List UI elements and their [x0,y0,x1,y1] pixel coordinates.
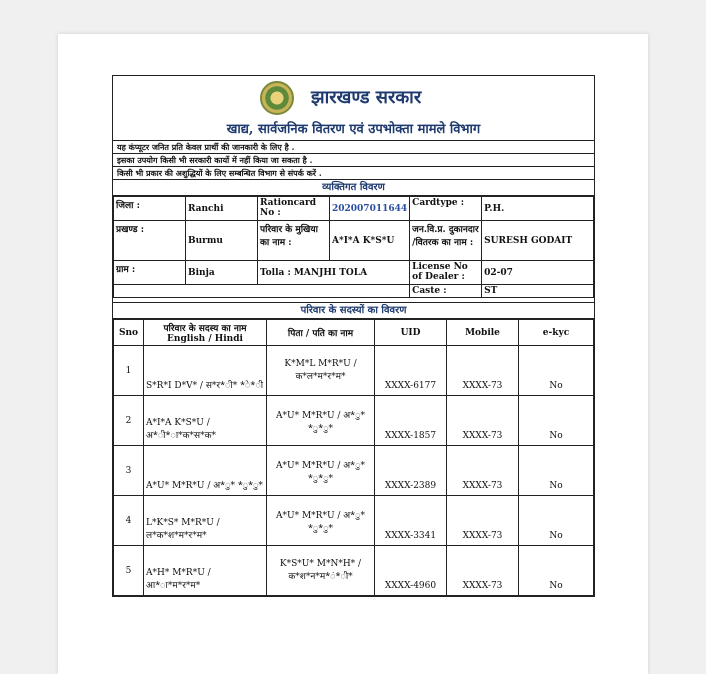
table-row [114,546,594,596]
member-ekyc: No [519,546,594,596]
dealer-name-label: जन.वि.प्र. दुकानदार /वितरक का नाम : [410,221,482,261]
member-mobile: XXXX-73 [447,396,519,446]
member-mobile: XXXX-73 [447,546,519,596]
empty-cell [114,285,410,298]
tolla-value: Tolla : MANJHI TOLA [258,261,410,285]
license-label: License No of Dealer : [410,261,482,285]
father-name: K*M*L M*R*U / क*ल*म*र*म* [267,346,375,396]
rationcard-label: Rationcard No : [258,197,330,221]
disclaimer-note: इसका उपयोग किसी भी सरकारी कार्यो में नहीं किया जा सकता है . [113,154,594,167]
caste-label: Caste : [410,285,482,298]
father-name: A*U* M*R*U / अ*ु* *ु*ु* [267,496,375,546]
district-value: Ranchi [186,197,258,221]
village-label: ग्राम : [114,261,186,285]
jharkhand-emblem-icon [260,81,294,115]
member-sno: 5 [114,546,144,596]
document-header [113,76,594,141]
column-header-father-name: पिता / पति का नाम [267,320,375,346]
ration-card-document [112,75,595,597]
license-value: 02-07 [482,261,594,285]
member-uid: XXXX-3341 [375,496,447,546]
block-value: Burmu [186,221,258,261]
father-name: A*U* M*R*U / अ*ु* *ु*ु* [267,396,375,446]
father-name: K*S*U* M*N*H* / क*श*न*म*ं*ी* [267,546,375,596]
member-ekyc: No [519,496,594,546]
member-sno: 3 [114,446,144,496]
column-header-uid: UID [375,320,447,346]
member-ekyc: No [519,396,594,446]
table-row [114,446,594,496]
personal-details-title: व्यक्तिगत विवरण [113,180,594,196]
member-mobile: XXXX-73 [447,446,519,496]
father-name: A*U* M*R*U / अ*ु* *ु*ु* [267,446,375,496]
personal-details-table [113,196,594,298]
caste-value: ST [482,285,594,298]
village-value: Binja [186,261,258,285]
column-header-sno: Sno [114,320,144,346]
member-uid: XXXX-4960 [375,546,447,596]
district-label: जिला : [114,197,186,221]
column-header-member-name: परिवार के सदस्य का नाम English / Hindi [144,320,267,346]
cardtype-label: Cardtype : [410,197,482,221]
block-label: प्रखण्ड : [114,221,186,261]
table-row [114,396,594,446]
rationcard-number: 202007011644 [330,197,410,221]
member-name: A*H* M*R*U / आ*ा*म*र*म* [144,546,267,596]
table-row [114,346,594,396]
table-row [114,496,594,546]
member-mobile: XXXX-73 [447,346,519,396]
family-head-value: A*I*A K*S*U [330,221,410,261]
member-name: L*K*S* M*R*U / ल*क*श*म*र*म* [144,496,267,546]
family-details-title: परिवार के सदस्यों का विवरण [113,302,594,319]
member-sno: 2 [114,396,144,446]
member-uid: XXXX-2389 [375,446,447,496]
member-ekyc: No [519,446,594,496]
government-name: झारखण्ड सरकार [311,87,422,108]
column-header-ekyc: e-kyc [519,320,594,346]
member-name: A*U* M*R*U / अ*ु* *ु*ु* [144,446,267,496]
member-sno: 1 [114,346,144,396]
dealer-name-value: SURESH GODAIT [482,221,594,261]
disclaimer-note: किसी भी प्रकार की अशुद्धियों के लिए सम्बन्धित विभाग से संपर्क करें . [113,167,594,180]
cardtype-value: P.H. [482,197,594,221]
column-header-mobile: Mobile [447,320,519,346]
member-uid: XXXX-6177 [375,346,447,396]
member-sno: 4 [114,496,144,546]
disclaimer-note: यह कंप्यूटर जनित प्रति केवल प्रार्थी की जानकारी के लिए है . [113,141,594,154]
member-ekyc: No [519,346,594,396]
family-head-label: परिवार के मुखिया का नाम : [258,221,330,261]
member-uid: XXXX-1857 [375,396,447,446]
family-members-table [113,319,594,596]
department-name: खाद्य, सार्वजनिक वितरण एवं उपभोक्ता मामले विभाग [226,122,481,137]
member-name: A*I*A K*S*U / अ*ी*ा*क*स*क* [144,396,267,446]
member-name: S*R*I D*V* / स*र*ी* *े*ी [144,346,267,396]
member-mobile: XXXX-73 [447,496,519,546]
